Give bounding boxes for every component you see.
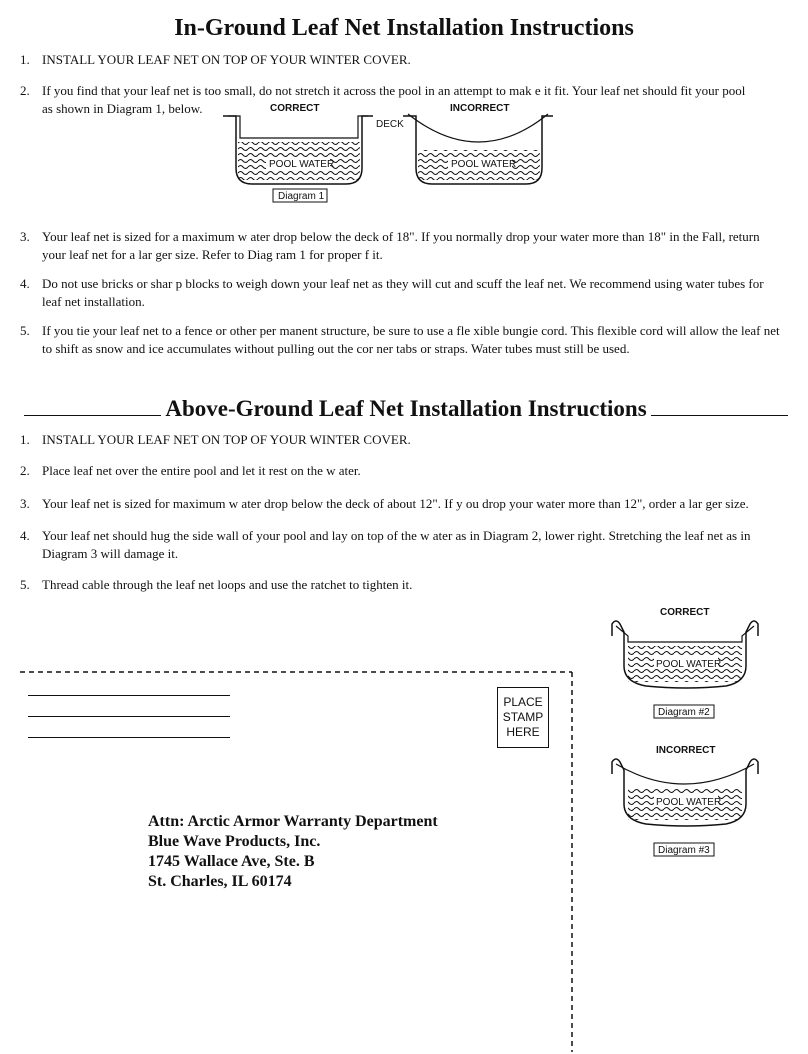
inground-item-3	[20, 228, 786, 264]
inground-item-5	[20, 322, 786, 358]
return-address-line-3	[28, 737, 230, 738]
item-text: If you tie your leaf net to a fence or other per manent structure, be sure to use a fle xible bungie cord. This flexible cord will allow the leaf net to shift as snow and ice accumulates without pulling out the cor ner tabs or straps. Water tubes must still be used.	[42, 323, 780, 356]
incorrect-leaf-net	[408, 114, 548, 142]
item-number: 2.	[20, 463, 30, 478]
diagram2-water-label: POOL WATER	[656, 659, 722, 670]
aboveground-title-row	[20, 396, 792, 422]
item-number: 3.	[20, 229, 30, 244]
correct-water-label: POOL WATER	[269, 159, 335, 170]
diagram2-leaf-net	[616, 626, 754, 642]
diagram1-correct-label: CORRECT	[270, 103, 320, 114]
item-text: Place leaf net over the entire pool and let it rest on the w ater.	[42, 463, 361, 478]
item-number: 1.	[20, 52, 30, 67]
diagram-1	[218, 98, 578, 208]
inground-title: In-Ground Leaf Net Installation Instructions	[174, 15, 634, 41]
title-rule-left	[24, 415, 161, 416]
diagram1-deck-label: DECK	[376, 119, 404, 130]
aboveground-item-4	[20, 527, 786, 563]
address-line-4: St. Charles, IL 60174	[148, 873, 292, 890]
item-text: INSTALL YOUR LEAF NET ON TOP OF YOUR WINTER COVER.	[42, 52, 411, 67]
diagram1-incorrect-label: INCORRECT	[450, 103, 510, 114]
diagram1-caption: Diagram 1	[278, 191, 325, 202]
address-line-1: Attn: Arctic Armor Warranty Department	[148, 813, 438, 830]
stamp-line-1: PLACE	[503, 695, 543, 709]
incorrect-water-label: POOL WATER	[451, 159, 517, 170]
inground-item-4	[20, 275, 786, 311]
diagram2-caption: Diagram #2	[658, 707, 710, 718]
item-text: INSTALL YOUR LEAF NET ON TOP OF YOUR WINTER COVER.	[42, 432, 411, 447]
diagram3-caption: Diagram #3	[658, 845, 710, 856]
item-text: Your leaf net should hug the side wall of your pool and lay on top of the w ater as in Diagram 2, lower right. Stretching the leaf net as in Diagram 3 will damage it.	[42, 528, 751, 561]
item-number: 5.	[20, 323, 30, 338]
item-number: 4.	[20, 276, 30, 291]
diagram2-label: CORRECT	[660, 607, 710, 618]
item-number: 3.	[20, 496, 30, 511]
item-text: Your leaf net is sized for a maximum w ater drop below the deck of 18". If you normally drop your water more than 18" in the Fall, return your leaf net for a lar ger size. Refer to Diag ram 1 for proper f it.	[42, 229, 760, 262]
item-number: 5.	[20, 577, 30, 592]
item-number: 1.	[20, 432, 30, 447]
item-text: Thread cable through the leaf net loops and use the ratchet to tighten it.	[42, 577, 413, 592]
item-number: 4.	[20, 528, 30, 543]
address-line-3: 1745 Wallace Ave, Ste. B	[148, 853, 315, 870]
diagram3-label: INCORRECT	[656, 745, 716, 756]
correct-leaf-net	[228, 116, 368, 138]
aboveground-item-2	[20, 462, 786, 480]
item-text: If you find that your leaf net is too small, do not stretch it across the pool in an attempt to mak e it fit. Your leaf net should fit your pool	[42, 83, 746, 98]
address-line-2: Blue Wave Products, Inc.	[148, 833, 321, 850]
diagram3-water-label: POOL WATER	[656, 797, 722, 808]
item-text: Do not use bricks or shar p blocks to weigh down your leaf net as they will cut and scuff the leaf net. We recommend using water tubes for leaf net installation.	[42, 276, 764, 309]
mailing-address	[148, 812, 438, 892]
aboveground-title: Above-Ground Leaf Net Installation Instructions	[165, 396, 647, 421]
return-address-line-1	[28, 695, 230, 696]
stamp-box	[497, 687, 549, 748]
stamp-line-2: STAMP	[502, 710, 544, 724]
title-rule-right	[651, 415, 788, 416]
aboveground-item-3	[20, 495, 786, 513]
inground-item-1	[20, 51, 786, 69]
aboveground-item-5	[20, 576, 786, 594]
item-text: Your leaf net is sized for maximum w ater drop below the deck of about 12". If y ou drop your water more than 12", order a lar ger size.	[42, 496, 749, 511]
return-address-line-2	[28, 716, 230, 717]
item-number: 2.	[20, 83, 30, 98]
item-text-continued: as shown in Diagram 1, below.	[42, 101, 203, 116]
aboveground-item-1	[20, 431, 786, 449]
stamp-line-3: HERE	[506, 725, 540, 739]
